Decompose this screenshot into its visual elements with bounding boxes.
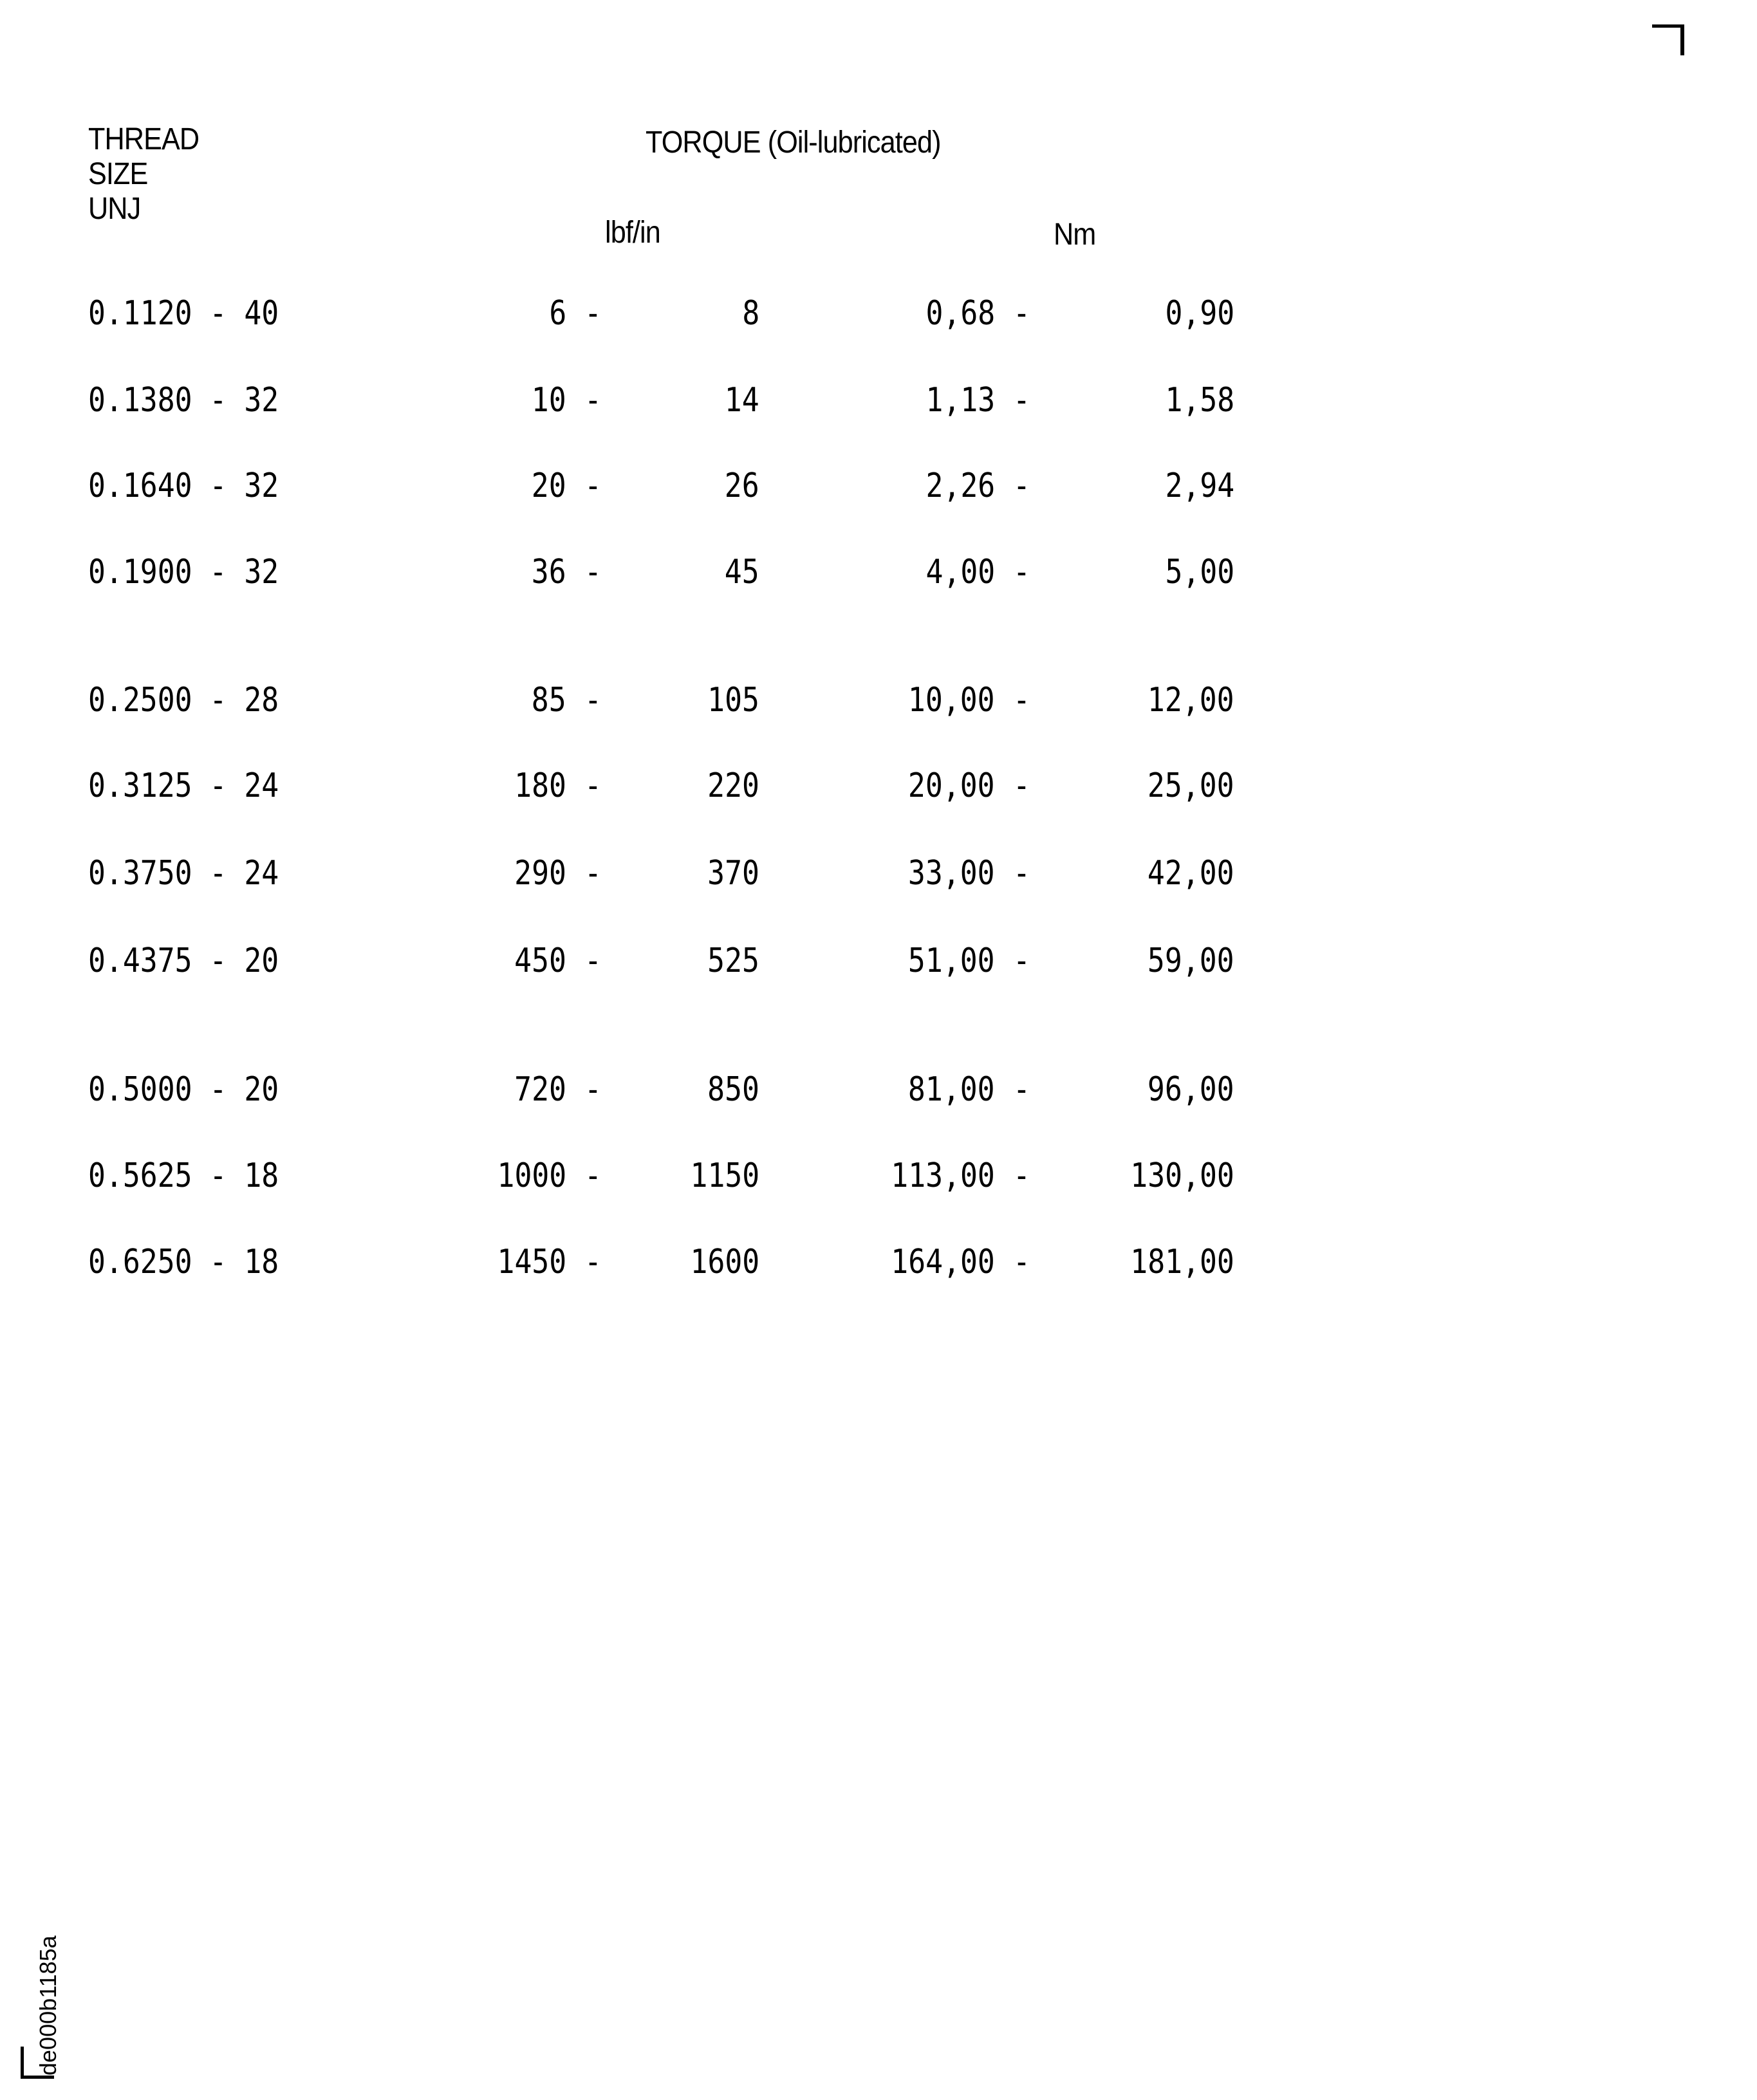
range-dash: - (1013, 681, 1030, 720)
lbf-min-cell: 720 (514, 1070, 566, 1109)
nm-min-cell: 113,00 (891, 1157, 995, 1195)
nm-min-cell: 10,00 (908, 681, 995, 720)
thread-header-line3: UNJ (88, 192, 141, 226)
lbf-max-cell: 220 (707, 767, 759, 805)
range-dash: - (1013, 854, 1030, 893)
nm-min-cell: 0,68 (925, 294, 995, 333)
thread-size-cell: 0.4375 - 20 (88, 942, 279, 980)
range-dash: - (1013, 1070, 1030, 1109)
nm-max-cell: 0,90 (1165, 294, 1234, 333)
nm-min-cell: 81,00 (908, 1070, 995, 1109)
table-row (0, 1070, 1757, 1109)
thread-size-header (88, 122, 199, 227)
nm-max-cell: 12,00 (1148, 681, 1234, 720)
table-row (0, 767, 1757, 805)
thread-size-cell: 0.2500 - 28 (88, 681, 279, 720)
table-row (0, 681, 1757, 720)
nm-max-cell: 42,00 (1148, 854, 1234, 893)
thread-header-line2: SIZE (88, 157, 148, 191)
thread-size-cell: 0.3125 - 24 (88, 767, 279, 805)
thread-size-cell: 0.6250 - 18 (88, 1243, 279, 1281)
lbf-min-cell: 450 (514, 942, 566, 980)
lbf-max-cell: 1150 (690, 1157, 759, 1195)
thread-size-cell: 0.1120 - 40 (88, 294, 279, 333)
figure-reference-id: de000b1185a (35, 1935, 61, 2076)
lbf-max-cell: 1600 (690, 1243, 759, 1281)
range-dash: - (584, 294, 602, 333)
table-row (0, 467, 1757, 505)
range-dash: - (584, 553, 602, 591)
lbf-max-cell: 26 (725, 467, 759, 505)
range-dash: - (1013, 294, 1030, 333)
thread-size-cell: 0.5000 - 20 (88, 1070, 279, 1109)
lbf-max-cell: 850 (707, 1070, 759, 1109)
torque-title: TORQUE (Oil-lubricated) (646, 125, 941, 160)
range-dash: - (584, 854, 602, 893)
range-dash: - (584, 767, 602, 805)
table-row (0, 294, 1757, 333)
lbf-min-cell: 36 (532, 553, 566, 591)
lbf-min-cell: 10 (532, 381, 566, 420)
unit-nm-header: Nm (1054, 218, 1096, 252)
nm-max-cell: 59,00 (1148, 942, 1234, 980)
nm-min-cell: 20,00 (908, 767, 995, 805)
range-dash: - (1013, 467, 1030, 505)
thread-header-line1: THREAD (88, 122, 200, 156)
lbf-max-cell: 105 (707, 681, 759, 720)
range-dash: - (584, 1157, 602, 1195)
range-dash: - (584, 681, 602, 720)
table-row (0, 854, 1757, 893)
unit-lbf-in-header: lbf/in (605, 216, 660, 250)
nm-max-cell: 130,00 (1130, 1157, 1234, 1195)
lbf-min-cell: 1450 (497, 1243, 566, 1281)
nm-min-cell: 164,00 (891, 1243, 995, 1281)
lbf-max-cell: 45 (725, 553, 759, 591)
range-dash: - (584, 942, 602, 980)
nm-min-cell: 51,00 (908, 942, 995, 980)
range-dash: - (1013, 1157, 1030, 1195)
range-dash: - (584, 1243, 602, 1281)
range-dash: - (1013, 381, 1030, 420)
nm-min-cell: 4,00 (925, 553, 995, 591)
nm-min-cell: 2,26 (925, 467, 995, 505)
table-row (0, 1157, 1757, 1195)
table-row (0, 553, 1757, 591)
range-dash: - (584, 1070, 602, 1109)
lbf-min-cell: 6 (549, 294, 566, 333)
nm-min-cell: 1,13 (925, 381, 995, 420)
lbf-min-cell: 85 (532, 681, 566, 720)
range-dash: - (1013, 1243, 1030, 1281)
table-row (0, 381, 1757, 420)
nm-min-cell: 33,00 (908, 854, 995, 893)
table-row (0, 1243, 1757, 1281)
thread-size-cell: 0.3750 - 24 (88, 854, 279, 893)
lbf-max-cell: 525 (707, 942, 759, 980)
range-dash: - (584, 381, 602, 420)
lbf-max-cell: 370 (707, 854, 759, 893)
lbf-max-cell: 8 (742, 294, 759, 333)
corner-mark-top-right (1652, 24, 1684, 55)
table-row (0, 942, 1757, 980)
nm-max-cell: 2,94 (1165, 467, 1234, 505)
range-dash: - (584, 467, 602, 505)
thread-size-cell: 0.1380 - 32 (88, 381, 279, 420)
thread-size-cell: 0.5625 - 18 (88, 1157, 279, 1195)
thread-size-cell: 0.1640 - 32 (88, 467, 279, 505)
lbf-max-cell: 14 (725, 381, 759, 420)
thread-size-cell: 0.1900 - 32 (88, 553, 279, 591)
range-dash: - (1013, 942, 1030, 980)
nm-max-cell: 5,00 (1165, 553, 1234, 591)
lbf-min-cell: 290 (514, 854, 566, 893)
nm-max-cell: 96,00 (1148, 1070, 1234, 1109)
nm-max-cell: 1,58 (1165, 381, 1234, 420)
range-dash: - (1013, 553, 1030, 591)
range-dash: - (1013, 767, 1030, 805)
nm-max-cell: 25,00 (1148, 767, 1234, 805)
lbf-min-cell: 1000 (497, 1157, 566, 1195)
lbf-min-cell: 20 (532, 467, 566, 505)
lbf-min-cell: 180 (514, 767, 566, 805)
nm-max-cell: 181,00 (1130, 1243, 1234, 1281)
